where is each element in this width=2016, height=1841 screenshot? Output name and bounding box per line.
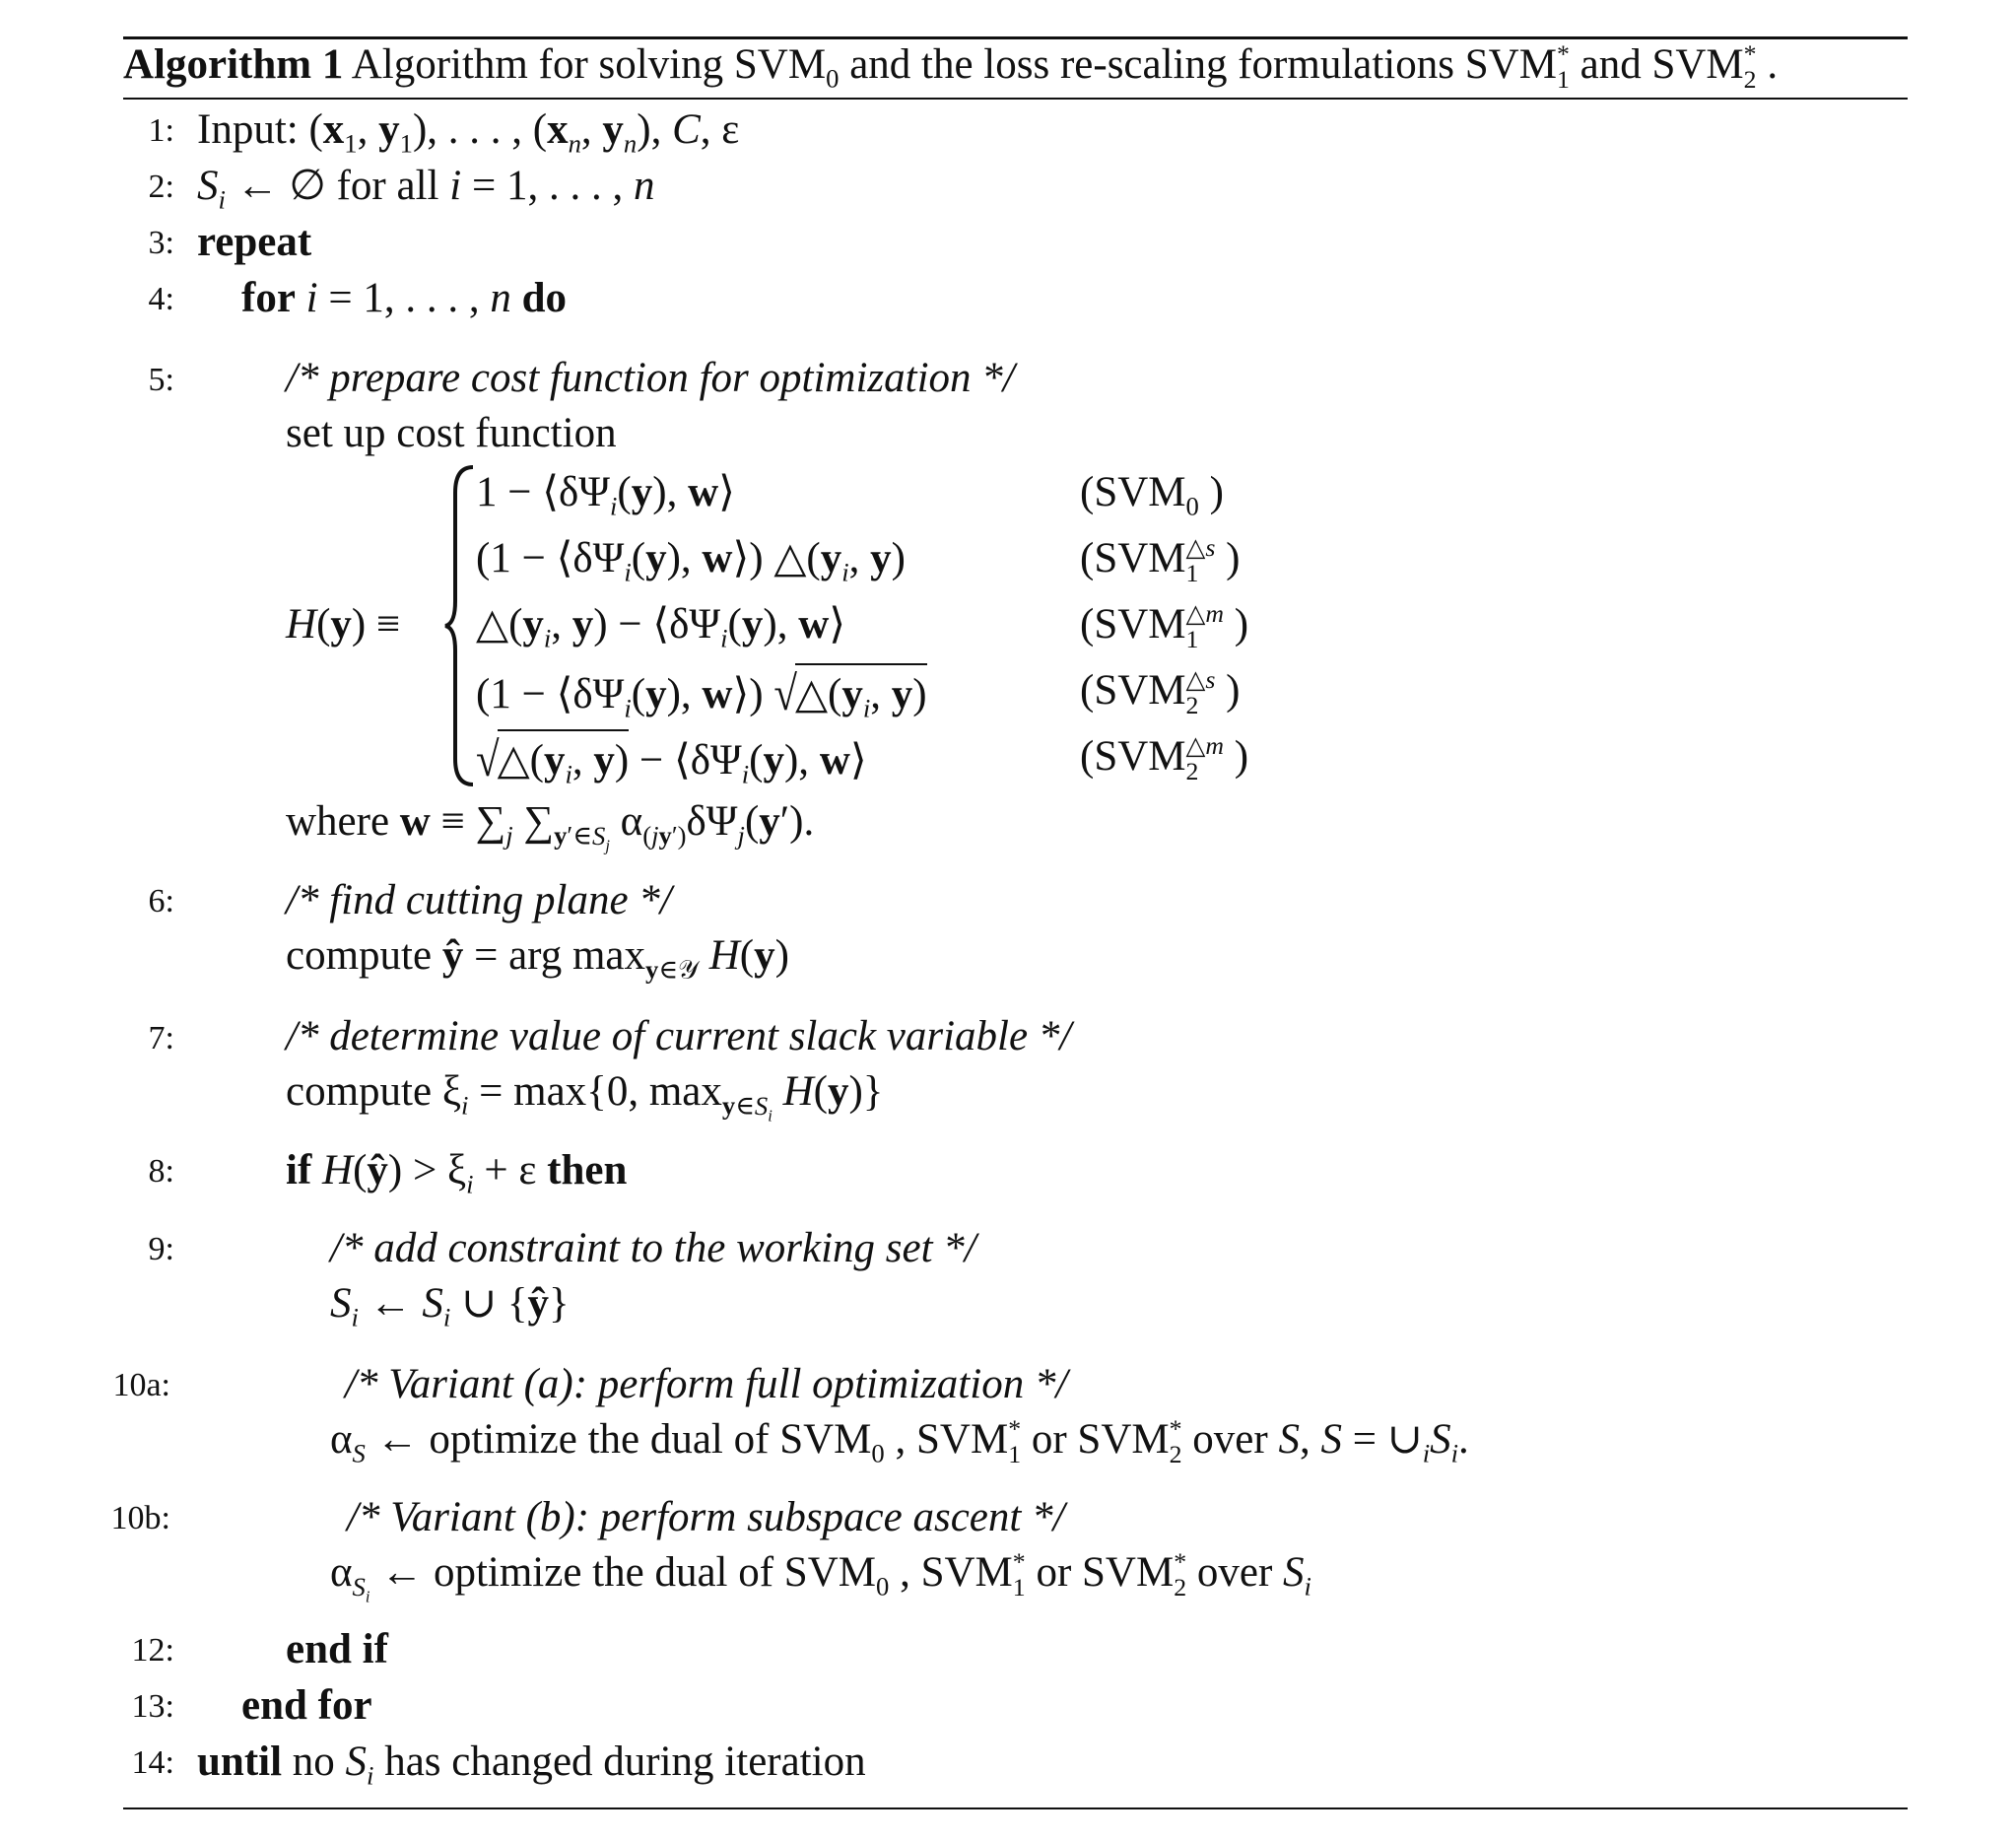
comment-slack: /* determine value of current slack variable */ <box>286 1013 1072 1059</box>
case-svm1-s: ($1 - ⟨\delta\Psi_i(y)$, w⟩) $\triangle(y_i$, y) <box>476 535 906 587</box>
end-if: end if <box>286 1626 388 1672</box>
line-number: 10a: <box>112 1367 170 1403</box>
comment-variant-b: /* Variant (b): perform subspace ascent */ <box>347 1494 1065 1540</box>
cases-brace <box>443 463 477 788</box>
compute-argmax: compute ŷ = arg $\max_{y\in 𝒴} H(y)$ <box>286 932 789 985</box>
line-4-for: for i = 1, . . . , n do <box>241 275 568 321</box>
comment-add-constraint: /* add constraint to the working set */ <box>330 1225 976 1271</box>
update-working-set: $S_i$ ← $S_i$ ∪ {ŷ} <box>330 1280 570 1332</box>
caption-rule <box>123 98 1908 100</box>
caption-label: Algorithm 1 <box>123 41 344 88</box>
cost-lhs: H(y) ≡ <box>286 601 401 648</box>
tag-svm2-m: (SVM △m 2 ) <box>1080 731 1249 785</box>
line-number: 13: <box>131 1688 174 1725</box>
line-number: 9: <box>148 1231 174 1267</box>
setup-text: set up cost function <box>286 410 617 456</box>
comment-cutting-plane: /* find cutting plane */ <box>286 877 672 923</box>
variant-b-optimize: $\alpha_{S_i}$ ← optimize the dual of $SVM_0$ , SVM * 1 or SVM * 2 over $S_i$ <box>330 1547 1311 1605</box>
compute-slack: compute $\xi_i = \max\{0$, $\max_{y\in S_i} H(y)$} <box>286 1068 884 1125</box>
line-1-input: Input: ($x_1$, $y_1$), . . . , ($x_n$, $y_n$), C, ε <box>197 106 740 159</box>
until-clause: until no $S_i$ has changed during iteration <box>197 1739 866 1791</box>
line-2-init: $S_i$ ← ∅ for all i = 1, . . . , n <box>197 163 655 215</box>
case-svm0: $1 - ⟨\delta\Psi_i(y)$, w⟩ <box>476 469 735 521</box>
line-number: 1: <box>148 112 174 149</box>
line-number: 6: <box>148 883 174 920</box>
where-clause: where $w \equiv \sum_j$ $\sum_{y'\in S_j}$ $\alpha_{(jy')}\delta\Psi_j(y')$. <box>286 798 815 854</box>
line-number: 5: <box>148 362 174 398</box>
case-svm2-m: $√\triangle(y_i$, $y) - ⟨\delta\Psi_i(y)$, w⟩ <box>476 729 867 788</box>
line-number: 14: <box>131 1744 174 1781</box>
algorithm-caption: Algorithm 1 Algorithm for solving $SVM_0$ and the loss re-scaling formulations SVM * 1 and SVM * 2 . <box>123 39 1779 94</box>
line-number: 2: <box>148 169 174 205</box>
case-svm1-m: $\triangle(y_i$, $y) - ⟨\delta\Psi_i(y)$, w⟩ <box>476 601 846 653</box>
variant-a-optimize: $\alpha_S$ ← optimize the dual of $SVM_0$ , SVM * 1 or SVM * 2 over S, $S = \cup_iS_i$. <box>330 1414 1469 1468</box>
line-number: 10b: <box>110 1500 170 1536</box>
case-svm2-s: ($1 - ⟨\delta\Psi_i(y)$, w⟩) $√\triangle(y_i$, y) <box>476 663 927 722</box>
line-number: 7: <box>148 1020 174 1057</box>
line-number: 12: <box>131 1632 174 1669</box>
line-number: 8: <box>148 1153 174 1190</box>
tag-svm1-m: (SVM △m 1 ) <box>1080 599 1249 653</box>
tag-svm2-s: (SVM △s 2 ) <box>1080 665 1241 719</box>
end-for: end for <box>241 1682 372 1729</box>
comment-variant-a: /* Variant (a): perform full optimization */ <box>345 1361 1068 1407</box>
if-condition: if H(ŷ) > $\xi_i + \varepsilon$ then <box>286 1147 628 1199</box>
tag-svm0: ($SVM_0$ ) <box>1080 469 1224 521</box>
comment-prepare: /* prepare cost function for optimization */ <box>286 355 1015 401</box>
tag-svm1-s: (SVM △s 1 ) <box>1080 533 1241 587</box>
line-number: 4: <box>148 281 174 317</box>
line-3-repeat: repeat <box>197 219 312 265</box>
line-number: 3: <box>148 225 174 261</box>
bottom-rule <box>123 1807 1908 1809</box>
